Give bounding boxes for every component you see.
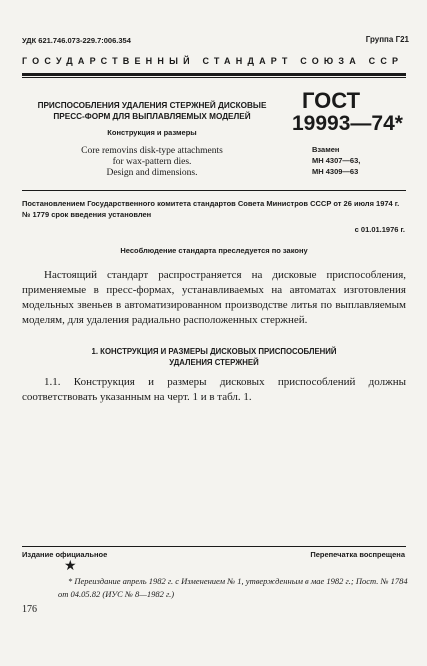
page-number: 176 <box>22 604 37 615</box>
violation-notice: Несоблюдение стандарта преследуется по закону <box>120 246 308 255</box>
english-title-line-3: Design and dimensions. <box>106 168 198 178</box>
replaces-item-2: МН 4309—63 <box>312 167 359 176</box>
effective-date: с 01.01.1976 г. <box>354 225 405 234</box>
title-line-1: ПРИСПОСОБЛЕНИЯ УДАЛЕНИЯ СТЕРЖНЕЙ ДИСКОВЫЕ <box>37 101 267 110</box>
footer-rule <box>22 546 406 547</box>
reissue-footnote: * Переиздание апрель 1982 г. с Изменением № 1, утвержденным в мае 1982 г.; Пост. № 1784 от 04.05.82 (ИУС № 8—1982 г.) <box>58 576 408 599</box>
replaces-block <box>312 144 360 177</box>
document-subtitle: Конструкция и размеры <box>107 128 197 137</box>
udk-code: УДК 621.746.073-229.7:006.354 <box>22 36 131 45</box>
decree-text: Постановлением Государственного комитета стандартов Совета Министров СССР от 26 июля 1974 г. № 1779 срок введения установлен <box>22 199 400 219</box>
star-icon: ★ <box>64 559 77 574</box>
intro-paragraph: Настоящий стандарт распространяется на дисковые приспособления, применяемые в пресс-формах, устанавливаемых на автоматах изготовления модельных звеньев в автоматизированном производстве литья по выплавляемым моделям, для удаления радиально расположенных стержней. <box>22 269 406 326</box>
header-rule-thin <box>22 77 406 78</box>
english-title <box>24 146 280 179</box>
section-heading-line-2: УДАЛЕНИЯ СТЕРЖНЕЙ <box>169 358 259 367</box>
state-standard-heading: ГОСУДАРСТВЕННЫЙ СТАНДАРТ СОЮЗА ССР <box>22 56 404 66</box>
group-code: Группа Г21 <box>365 35 409 44</box>
replaces-label: Взамен <box>312 145 340 154</box>
replaces-item-1: МН 4307—63, <box>312 156 361 165</box>
gost-number: 19993—74* <box>292 112 403 135</box>
document-title <box>24 100 280 122</box>
decree-rule <box>22 190 406 191</box>
english-title-line-1: Core removins disk-type attachments <box>81 146 223 156</box>
header-rule-thick <box>22 73 406 76</box>
english-title-line-2: for wax-pattern dies. <box>112 157 192 167</box>
section-heading-line-1: 1. КОНСТРУКЦИЯ И РАЗМЕРЫ ДИСКОВЫХ ПРИСПОСОБЛЕНИЙ <box>91 347 337 356</box>
reprint-prohibited-label: Перепечатка воспрещена <box>310 550 405 559</box>
section-heading <box>22 346 406 368</box>
title-line-2: ПРЕСС-ФОРМ ДЛЯ ВЫПЛАВЛЯЕМЫХ МОДЕЛЕЙ <box>53 112 251 121</box>
paragraph-1-1: 1.1. Конструкция и размеры дисковых приспособлений должны соответствовать указанным на черт. 1 и в табл. 1. <box>22 376 406 403</box>
official-edition-label: Издание официальное <box>22 550 108 559</box>
gost-label: ГОСТ <box>302 88 361 113</box>
